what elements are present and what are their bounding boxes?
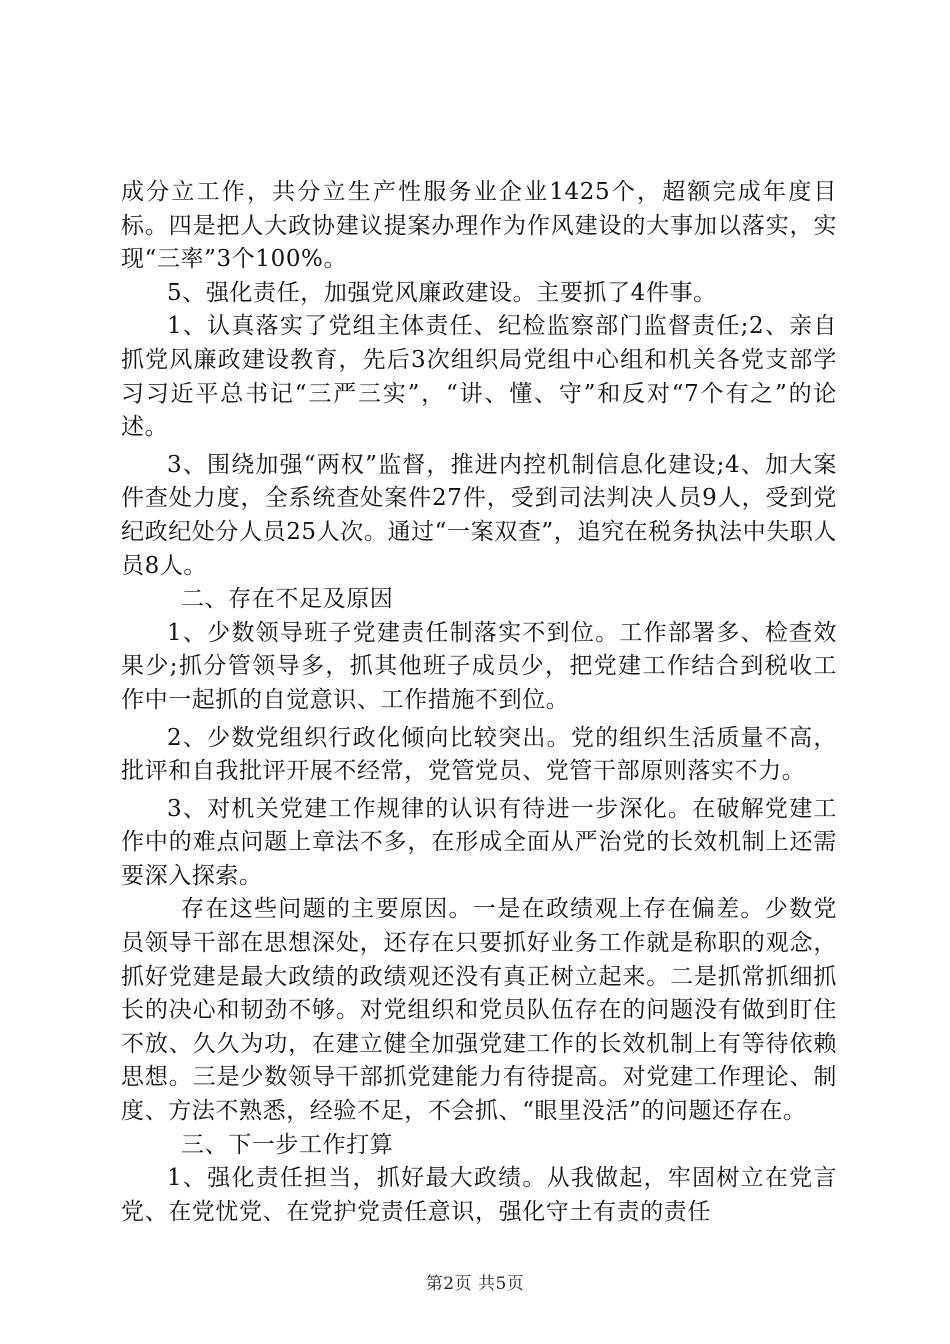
paragraph-item-3-4: 3、围绕加强“两权”监督，推进内控机制信息化建设;4、加大案件查处力度，全系统查处案件27件，受到司法判决人员9人，受到党纪政纪处分人员25人次。通过“一案双查”，追究在税务执法中失职人员8人。 [121, 451, 837, 579]
paragraph-causes: 存在这些问题的主要原因。一是在政绩观上存在偏差。少数党员领导干部在思想深处，还存在只要抓好业务工作就是称职的观念，抓好党建是最大政绩的政绩观还没有真正树立起来。二是抓常抓细抓长的决心和韧劲不够。对党组织和党员队伍存在的问题没有做到盯住不放、久久为功，在建立健全加强党建工作的长效机制上有等待依赖思想。三是少数领导干部抓党建能力有待提高。对党建工作理论、制度、方法不熟悉，经验不足，不会抓、“眼里没活”的问题还存在。 [121, 896, 837, 1125]
paragraph-shortcoming-2: 2、少数党组织行政化倾向比较突出。党的组织生活质量不高，批评和自我批评开展不经常，党管党员、党管干部原则落实不力。 [121, 724, 837, 785]
paragraph-item-5: 5、强化责任，加强党风廉政建设。主要抓了4件事。 [167, 279, 717, 306]
paragraph-item-1-2: 1、认真落实了党组主体责任、纪检监察部门监督责任;2、亲自抓党风廉政建设教育，先后3次组织局党组中心组和机关各党支部学习习近平总书记“三严三实”，“讲、懂、守”和反对“7个有之”的论述。 [121, 313, 837, 441]
paragraph-continuation: 成分立工作，共分立生产性服务业企业1425个，超额完成年度目标。四是把人大政协建议提案办理作为作风建设的大事加以落实，实现“三率”3个100%。 [121, 179, 837, 273]
paragraph-shortcoming-1: 1、少数领导班子党建责任制落实不到位。工作部署多、检查效果少;抓分管领导多，抓其他班子成员少，把党建工作结合到税收工作中一起抓的自觉意识、工作措施不到位。 [121, 619, 837, 713]
paragraph-shortcoming-3: 3、对机关党建工作规律的认识有待进一步深化。在破解党建工作中的难点问题上章法不多，在形成全面从严治党的长效机制上还需要深入探索。 [121, 795, 837, 889]
page-number-indicator: 第2页 共5页 [425, 1274, 525, 1294]
page-footer [0, 1269, 950, 1294]
document-body [121, 176, 837, 1229]
paragraph-plan-1: 1、强化责任担当，抓好最大政绩。从我做起，牢固树立在党言党、在党忧党、在党护党责任意识，强化守土有责的责任 [121, 1165, 837, 1225]
section-heading-2: 二、存在不足及原因 [181, 586, 394, 613]
section-heading-3: 三、下一步工作打算 [181, 1131, 394, 1158]
